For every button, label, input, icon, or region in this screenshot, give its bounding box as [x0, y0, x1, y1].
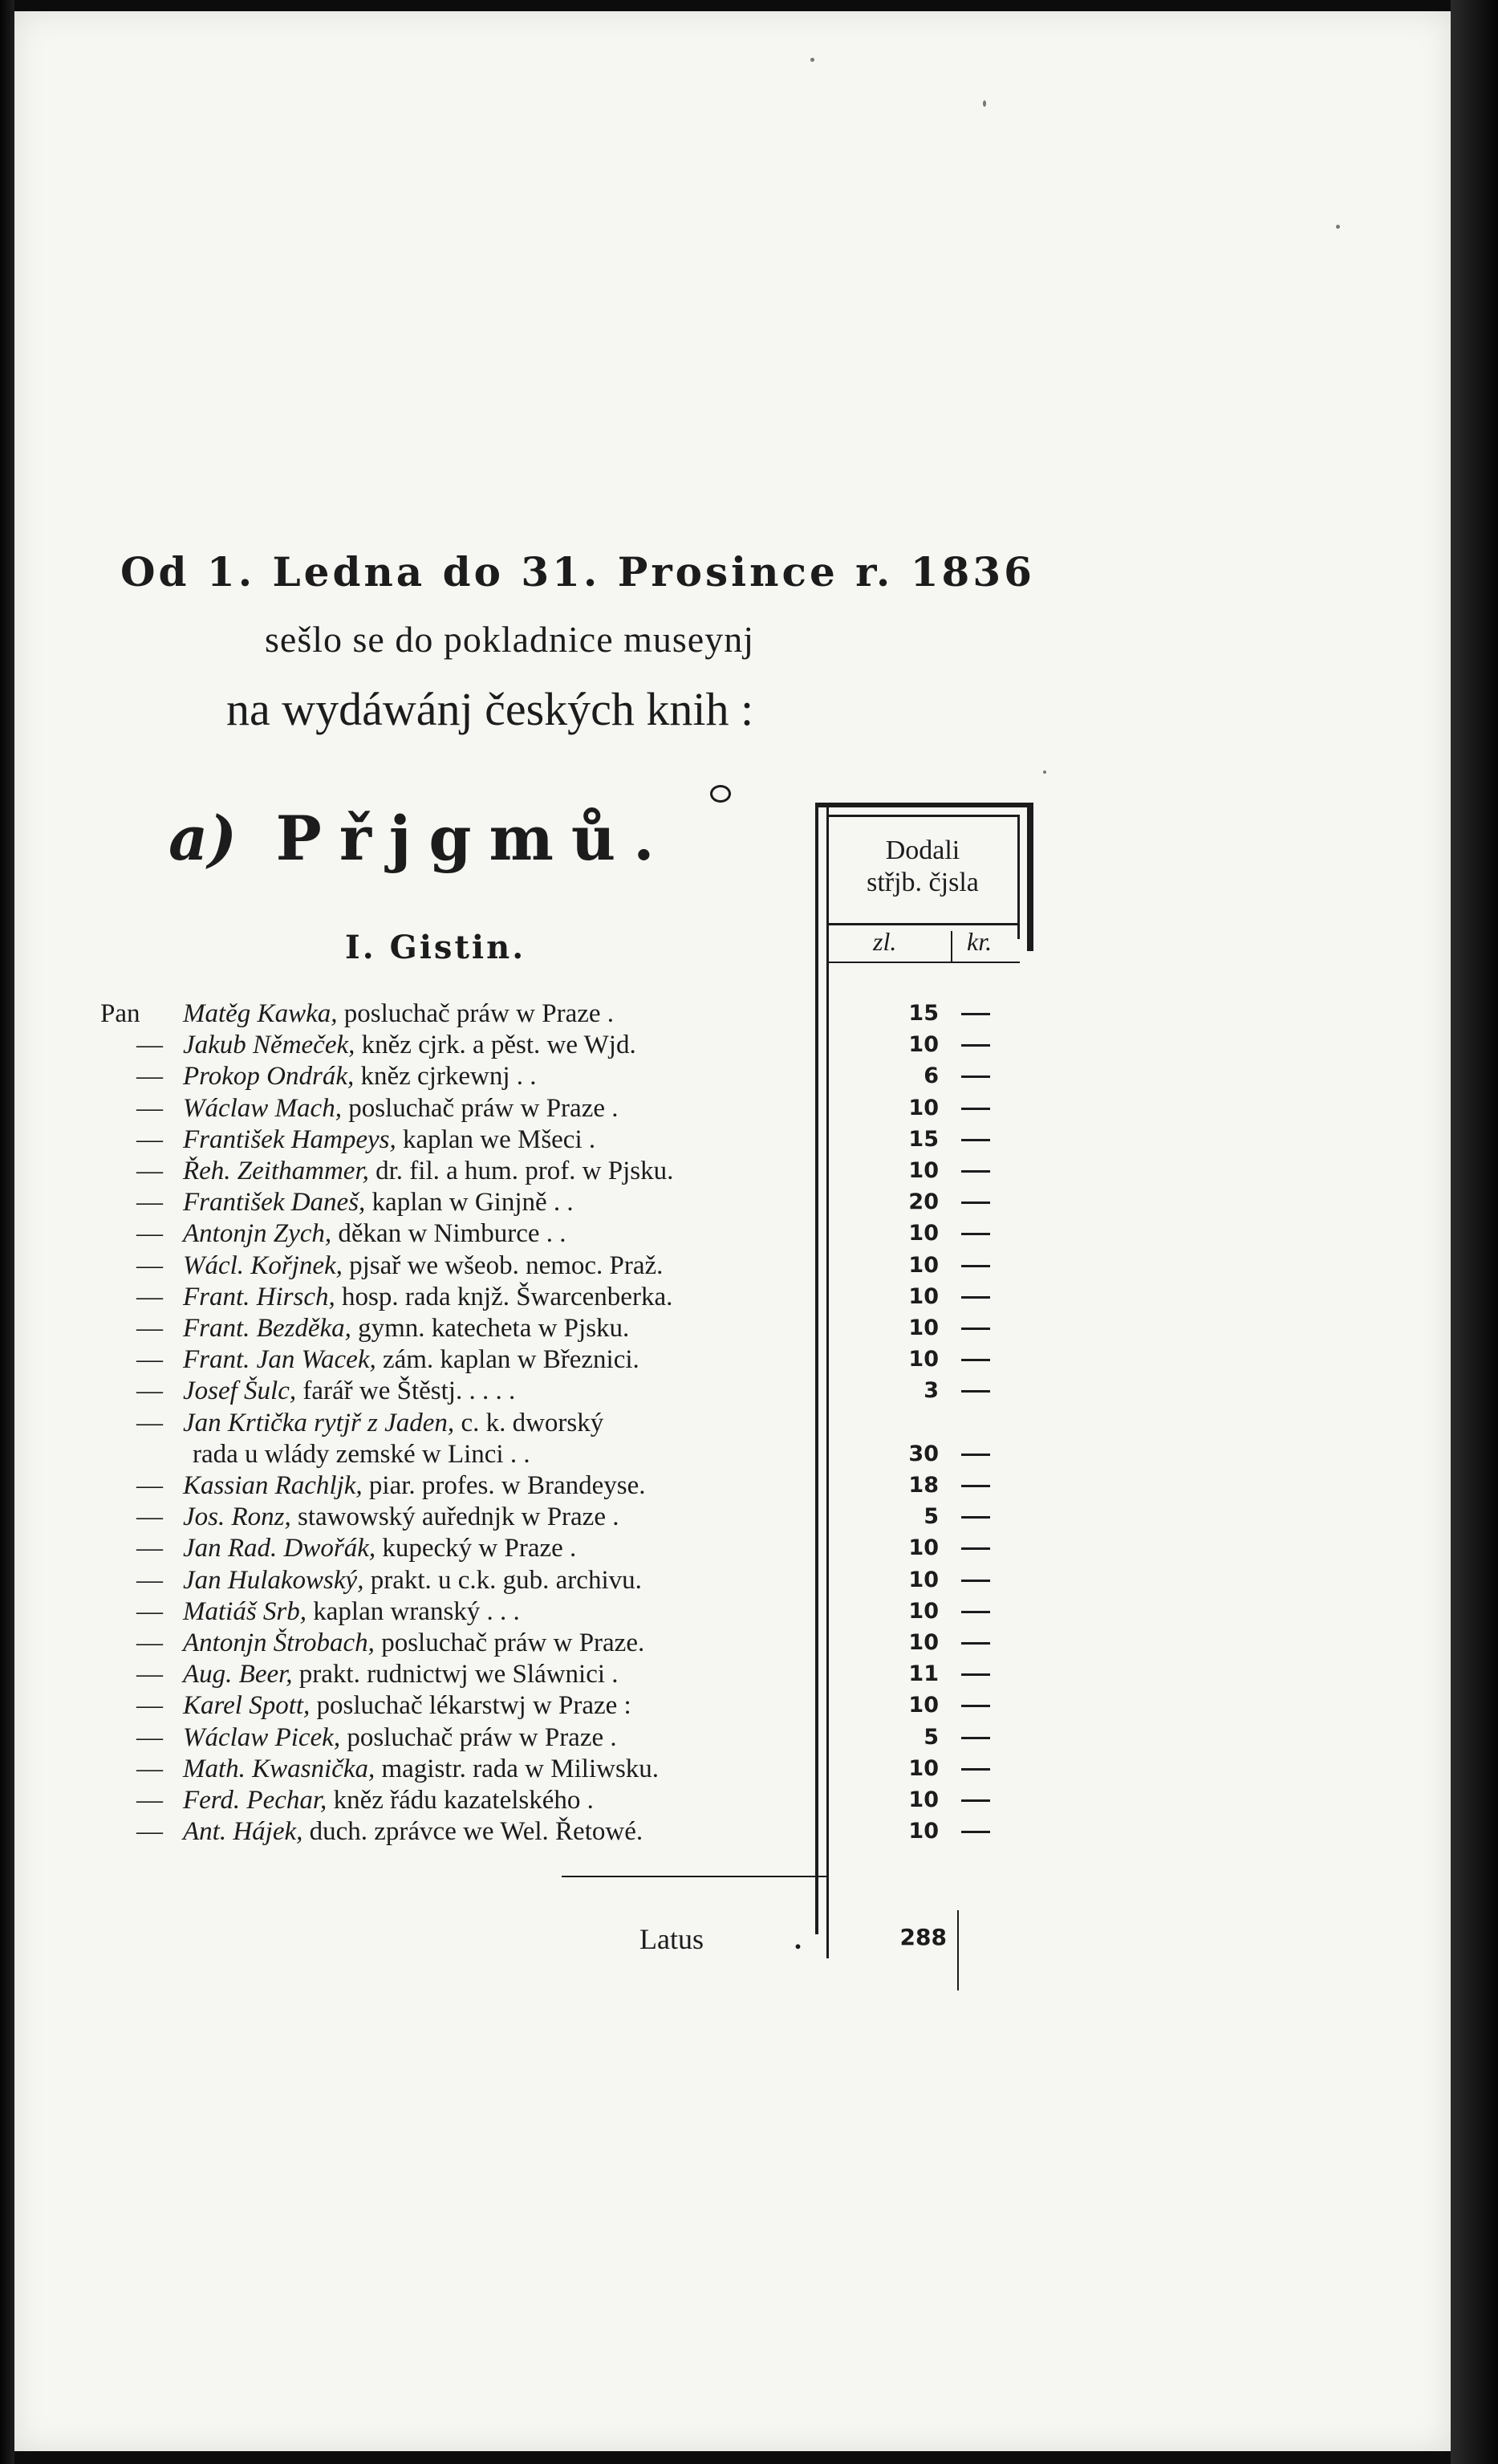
contributor-description: kaplan we Mšeci .: [396, 1125, 596, 1154]
table-row: [0, 1689, 1043, 1722]
amount-zl: 10: [908, 1315, 939, 1340]
table-row: [0, 1155, 1043, 1187]
table-frame-line: [1017, 815, 1020, 939]
unit-kr: kr.: [967, 927, 993, 956]
page-subheading-2: na wydáwánj českých knih :: [226, 683, 754, 735]
row-text: [183, 1281, 672, 1313]
table-frame-line: [826, 923, 1020, 925]
amount-zl: 15: [908, 1127, 939, 1152]
amount-zl: 10: [908, 1032, 939, 1057]
table-row: [0, 1186, 1043, 1218]
ring-accent-icon: [710, 785, 731, 803]
row-prefix: —: [136, 1817, 163, 1846]
row-text: [183, 1722, 617, 1754]
amount-kr-dash: [961, 1202, 990, 1204]
amount-zl: 11: [908, 1661, 939, 1686]
table-row: [0, 1815, 1043, 1848]
amount-kr-dash: [961, 1359, 990, 1361]
contributor-name: Wáclaw Picek,: [183, 1723, 341, 1752]
contributor-name: Ant. Hájek,: [183, 1817, 303, 1846]
contributor-name: Ferd. Pechar,: [183, 1786, 327, 1815]
table-row: [0, 1658, 1043, 1690]
contributor-description: duch. zprávce we Wel. Řetowé.: [302, 1817, 643, 1846]
contributor-name: Frant. Hirsch,: [183, 1283, 335, 1311]
latus-label: Latus: [639, 1923, 704, 1955]
table-frame-line: [1027, 803, 1033, 951]
contributor-description: kaplan w Ginjně . .: [365, 1188, 574, 1217]
amount-zl: 3: [924, 1378, 939, 1403]
row-text: [183, 1029, 636, 1061]
amount-zl: 10: [908, 1787, 939, 1812]
row-text: [183, 998, 614, 1030]
contributor-name: Jan Rad. Dwořák,: [183, 1534, 376, 1563]
page-subheading: sešlo se do pokladnice museynj: [265, 619, 755, 660]
contributor-name: Wácl. Kořjnek,: [183, 1251, 343, 1280]
contributor-name: Matěg Kawka,: [183, 999, 338, 1028]
row-text: [183, 1092, 619, 1124]
contributor-description: posluchač lékarstwj w Praze :: [310, 1691, 631, 1720]
row-prefix: —: [136, 1660, 163, 1689]
row-prefix: Pan: [100, 999, 140, 1028]
row-text: [183, 1753, 659, 1785]
row-prefix: —: [136, 1219, 163, 1248]
table-frame-line: [826, 962, 1020, 963]
table-row: [0, 1029, 1043, 1061]
amount-zl: 20: [908, 1189, 939, 1214]
row-prefix: —: [136, 1691, 163, 1720]
contributor-name: Antonjn Zych,: [183, 1219, 332, 1248]
contributor-name: Řeh. Zeithammer,: [183, 1157, 369, 1185]
contributor-description: posluchač práw w Praze.: [374, 1628, 645, 1657]
row-text: [183, 1344, 639, 1376]
row-prefix: —: [136, 1723, 163, 1752]
table-row: [0, 1218, 1043, 1250]
amount-kr-dash: [961, 1547, 990, 1550]
section-marker: a): [168, 803, 237, 874]
table-row: [0, 1124, 1043, 1156]
row-prefix: —: [136, 1597, 163, 1626]
scan-speck: [1043, 771, 1046, 774]
row-text: [183, 1564, 642, 1596]
row-prefix: —: [136, 1376, 163, 1405]
unit-zl: zl.: [873, 927, 897, 956]
row-text: [183, 1501, 619, 1533]
row-prefix: —: [136, 1031, 163, 1059]
table-frame-line: [951, 931, 952, 963]
contributor-description: posluchač práw w Praze .: [341, 1094, 619, 1123]
amount-zl: 10: [908, 1535, 939, 1560]
amount-zl: 15: [908, 1001, 939, 1026]
amount-kr-dash: [961, 1044, 990, 1047]
amount-zl: 10: [908, 1567, 939, 1592]
row-text: [183, 1470, 645, 1502]
row-text: [183, 1627, 644, 1659]
amount-zl: 10: [908, 1630, 939, 1655]
contributor-description: rada u wlády zemské w Linci . .: [193, 1440, 530, 1469]
amount-kr-dash: [961, 1139, 990, 1141]
section-title: [168, 803, 672, 874]
contributor-description: kaplan wranský . . .: [307, 1597, 520, 1626]
row-prefix: —: [136, 1188, 163, 1217]
amount-kr-dash: [961, 1233, 990, 1235]
latus-amount: 288: [899, 1924, 947, 1950]
table-row: [0, 998, 1043, 1030]
contributor-description: stawowský auřednjk w Praze .: [290, 1502, 619, 1531]
contributor-name: Josef Šulc,: [183, 1376, 297, 1405]
amount-kr-dash: [961, 1705, 990, 1707]
contributor-description: magistr. rada w Miliwsku.: [375, 1754, 660, 1783]
contributor-name: Frant. Jan Wacek,: [183, 1345, 376, 1374]
table-row: [0, 1060, 1043, 1092]
column-header-line2: střjb. čjsla: [867, 868, 979, 897]
subsection-title: I. Gistin.: [345, 929, 526, 966]
row-prefix: —: [136, 1157, 163, 1185]
table-row: [0, 1281, 1043, 1313]
contributor-description: prakt. rudnictwj we Sláwnici .: [292, 1660, 619, 1689]
row-prefix: —: [136, 1409, 163, 1437]
row-prefix: —: [136, 1786, 163, 1815]
contributor-name: Antonjn Štrobach,: [183, 1628, 375, 1657]
contributor-name: Jan Krtička rytjř z Jaden,: [183, 1409, 455, 1437]
row-text: [183, 1124, 595, 1156]
amount-kr-dash: [961, 1485, 990, 1487]
contributor-description: kněz cjrk. a pěst. we Wjd.: [355, 1031, 636, 1059]
table-frame-line: [826, 815, 1020, 817]
contributor-description: posluchač práw w Praze .: [340, 1723, 617, 1752]
amount-zl: 10: [908, 1347, 939, 1372]
row-prefix: —: [136, 1566, 163, 1595]
amount-kr-dash: [961, 1013, 990, 1015]
row-text: [183, 1186, 574, 1218]
amount-kr-dash: [961, 1296, 990, 1299]
contributor-description: dr. fil. a hum. prof. w Pjsku.: [368, 1157, 674, 1185]
table-row: [0, 1438, 1043, 1470]
table-row: [0, 1722, 1043, 1754]
amount-zl: 10: [908, 1693, 939, 1718]
latus-leader: .: [794, 1923, 802, 1955]
column-header-line1: Dodali: [885, 836, 960, 865]
amount-zl: 18: [908, 1473, 939, 1498]
amount-zl: 10: [908, 1253, 939, 1278]
amount-zl: 10: [908, 1284, 939, 1309]
scan-right-border: [1451, 0, 1498, 2464]
table-row: [0, 1753, 1043, 1785]
amount-zl: 10: [908, 1158, 939, 1183]
amount-kr-dash: [961, 1831, 990, 1833]
row-text: [183, 1312, 629, 1344]
scan-speck: [1336, 225, 1340, 229]
contributor-description: kněz cjrkewnj . .: [354, 1062, 537, 1091]
row-text: [193, 1438, 530, 1470]
amount-zl: 10: [908, 1819, 939, 1844]
amount-kr-dash: [961, 1768, 990, 1771]
row-prefix: —: [136, 1251, 163, 1280]
row-prefix: —: [136, 1534, 163, 1563]
row-text: [183, 1218, 566, 1250]
amount-zl: 30: [908, 1441, 939, 1466]
row-prefix: —: [136, 1502, 163, 1531]
row-prefix: —: [136, 1314, 163, 1343]
table-row: [0, 1596, 1043, 1628]
amount-kr-dash: [961, 1799, 990, 1802]
row-prefix: —: [136, 1754, 163, 1783]
amount-zl: 10: [908, 1599, 939, 1624]
contributor-name: František Hampeys,: [183, 1125, 396, 1154]
row-prefix: —: [136, 1283, 163, 1311]
amount-kr-dash: [961, 1108, 990, 1110]
row-text: [183, 1784, 594, 1816]
table-frame-line: [562, 1876, 826, 1877]
contributor-description: posluchač práw w Praze .: [337, 999, 615, 1028]
table-row: [0, 1344, 1043, 1376]
row-text: [183, 1596, 520, 1628]
contributor-description: zám. kaplan w Březnici.: [376, 1345, 639, 1374]
contributor-name: Jos. Ronz,: [183, 1502, 291, 1531]
contributor-description: gymn. katecheta w Pjsku.: [351, 1314, 630, 1343]
amount-kr-dash: [961, 1170, 990, 1173]
amount-zl: 5: [924, 1725, 939, 1750]
contributor-description: pjsař we wšeob. nemoc. Praž.: [342, 1251, 664, 1280]
row-text: [183, 1407, 603, 1439]
contributor-name: Karel Spott,: [183, 1691, 311, 1720]
contributor-name: František Daneš,: [183, 1188, 366, 1217]
contributor-description: kněz řádu kazatelského .: [327, 1786, 594, 1815]
amount-zl: 10: [908, 1096, 939, 1120]
contributor-name: Kassian Rachljk,: [183, 1471, 363, 1500]
table-frame-line: [957, 1910, 959, 1990]
row-prefix: —: [136, 1471, 163, 1500]
contributor-name: Matiáš Srb,: [183, 1597, 307, 1626]
row-text: [183, 1060, 537, 1092]
contributor-name: Math. Kwasnička,: [183, 1754, 376, 1783]
row-prefix: —: [136, 1094, 163, 1123]
row-text: [183, 1155, 673, 1187]
amount-zl: 10: [908, 1221, 939, 1246]
table-row: [0, 1532, 1043, 1564]
row-prefix: —: [136, 1062, 163, 1091]
amount-zl: 6: [924, 1063, 939, 1088]
amount-kr-dash: [961, 1737, 990, 1739]
amount-kr-dash: [961, 1580, 990, 1582]
amount-kr-dash: [961, 1454, 990, 1456]
table-row: [0, 1470, 1043, 1502]
row-text: [183, 1658, 619, 1690]
section-title-text: Přjgmů.: [275, 803, 672, 874]
table-row: [0, 1627, 1043, 1659]
contributor-description: kupecký w Praze .: [376, 1534, 577, 1563]
amount-kr-dash: [961, 1265, 990, 1267]
table-row: [0, 1501, 1043, 1533]
contributor-name: Frant. Bezděka,: [183, 1314, 351, 1343]
amount-kr-dash: [961, 1611, 990, 1613]
table-row: [0, 1312, 1043, 1344]
amount-kr-dash: [961, 1075, 990, 1078]
amount-kr-dash: [961, 1642, 990, 1645]
amount-zl: 10: [908, 1756, 939, 1781]
contributor-description: děkan w Nimburce . .: [331, 1219, 566, 1248]
contributor-description: prakt. u c.k. gub. archivu.: [363, 1566, 642, 1595]
table-row: [0, 1250, 1043, 1282]
column-header: [834, 835, 1011, 899]
table-row: [0, 1564, 1043, 1596]
row-text: [183, 1375, 515, 1407]
amount-kr-dash: [961, 1328, 990, 1330]
contributor-name: Jakub Němeček,: [183, 1031, 355, 1059]
contributor-description: farář we Štěstj. . . . .: [296, 1376, 516, 1405]
row-prefix: —: [136, 1345, 163, 1374]
amount-zl: 5: [924, 1504, 939, 1529]
table-frame-line: [815, 803, 1033, 807]
contributor-name: Jan Hulakowský,: [183, 1566, 364, 1595]
contributor-description: hosp. rada knjž. Šwarcenberka.: [335, 1283, 673, 1311]
row-text: [183, 1689, 631, 1722]
page-heading: Od 1. Ledna do 31. Prosince r. 1836: [120, 548, 1035, 596]
table-row: [0, 1375, 1043, 1407]
scan-speck: [810, 58, 814, 62]
contributor-description: c. k. dworský: [454, 1409, 604, 1437]
row-prefix: —: [136, 1125, 163, 1154]
scan-speck: [983, 100, 986, 107]
amount-kr-dash: [961, 1516, 990, 1519]
row-text: [183, 1250, 663, 1282]
amount-kr-dash: [961, 1673, 990, 1676]
table-row: [0, 1092, 1043, 1124]
row-text: [183, 1532, 576, 1564]
table-row: [0, 1407, 1043, 1439]
contributor-name: Aug. Beer,: [183, 1660, 293, 1689]
contributor-name: Wáclaw Mach,: [183, 1094, 342, 1123]
row-prefix: —: [136, 1628, 163, 1657]
contributor-name: Prokop Ondrák,: [183, 1062, 355, 1091]
table-row: [0, 1784, 1043, 1816]
row-text: [183, 1815, 643, 1848]
amount-kr-dash: [961, 1390, 990, 1393]
contributor-description: piar. profes. w Brandeyse.: [362, 1471, 646, 1500]
